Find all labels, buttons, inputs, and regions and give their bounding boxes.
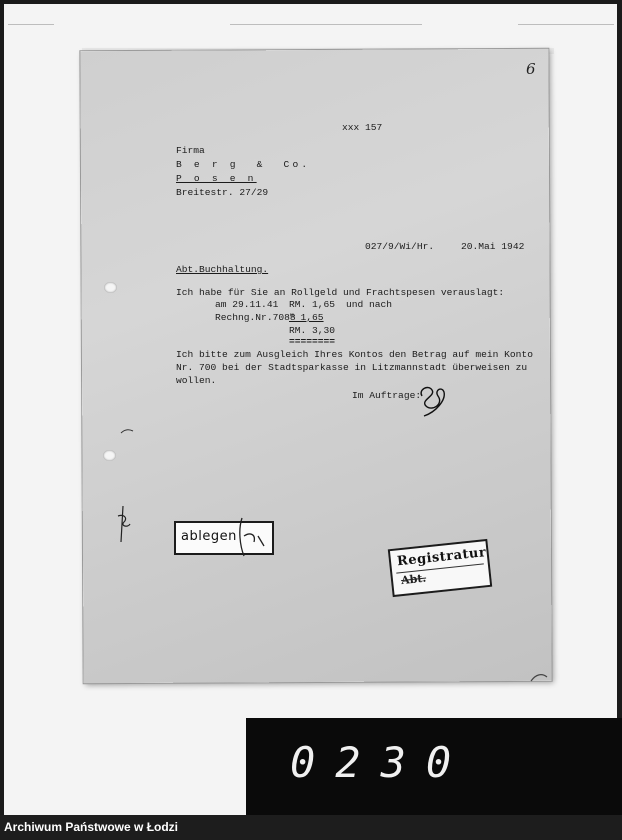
body-intro: Ich habe für Sie an Rollgeld und Frachtspesen verauslagt: bbox=[176, 287, 505, 298]
body-line: Nr. 700 bei der Stadtsparkasse in Litzmannstadt überweisen zu bbox=[176, 362, 528, 373]
item-label: am 29.11.41 bbox=[215, 299, 279, 310]
top-rule-middle bbox=[230, 24, 422, 25]
item-amount: RM. 1,65 bbox=[289, 299, 336, 310]
archive-name: Archiwum Państwowe w Łodzi bbox=[4, 820, 179, 834]
ablegen-stamp-text: ablegen bbox=[181, 529, 237, 544]
punch-hole-top bbox=[104, 282, 117, 293]
punch-hole-bottom bbox=[103, 450, 116, 461]
margin-handwriting bbox=[114, 504, 132, 544]
paper-corner-curl bbox=[530, 672, 548, 682]
signature-initials bbox=[416, 382, 448, 418]
ablegen-initials bbox=[234, 516, 268, 558]
item-label: Rechng.Nr.7088 bbox=[215, 312, 296, 323]
body-line: wollen. bbox=[176, 375, 217, 386]
registratur-stamp-text: Registratur bbox=[396, 545, 487, 570]
registratur-stamp-sub: Abt. bbox=[400, 571, 427, 588]
total-double-rule: ======== bbox=[289, 336, 336, 347]
archive-footer bbox=[0, 815, 622, 840]
recipient-street: Breitestr. 27/29 bbox=[176, 187, 269, 198]
letter-date: 20.Mai 1942 bbox=[461, 241, 525, 252]
item-amount: " 1,65 bbox=[289, 312, 324, 323]
department-heading: Abt.Buchhaltung. bbox=[176, 264, 269, 275]
closing-text: Im Auftrage: bbox=[352, 390, 422, 401]
recipient-label: Firma bbox=[176, 145, 205, 156]
recipient-name: B e r g & Co. bbox=[176, 159, 311, 170]
item-suffix: und nach bbox=[346, 299, 393, 310]
reference-top: xxx 157 bbox=[342, 122, 383, 133]
recipient-city: P o s e n bbox=[176, 173, 257, 184]
total-amount: RM. 3,30 bbox=[289, 325, 336, 336]
frame-counter: 0230 bbox=[290, 738, 472, 787]
top-rule-left bbox=[8, 24, 54, 25]
top-rule-right bbox=[518, 24, 614, 25]
reference-line: 027/9/Wi/Hr. bbox=[365, 241, 435, 252]
page-number: 6 bbox=[526, 60, 536, 78]
pencil-mark bbox=[120, 428, 134, 436]
body-line: Ich bitte zum Ausgleich Ihres Kontos den Betrag auf mein Konto bbox=[176, 349, 533, 360]
